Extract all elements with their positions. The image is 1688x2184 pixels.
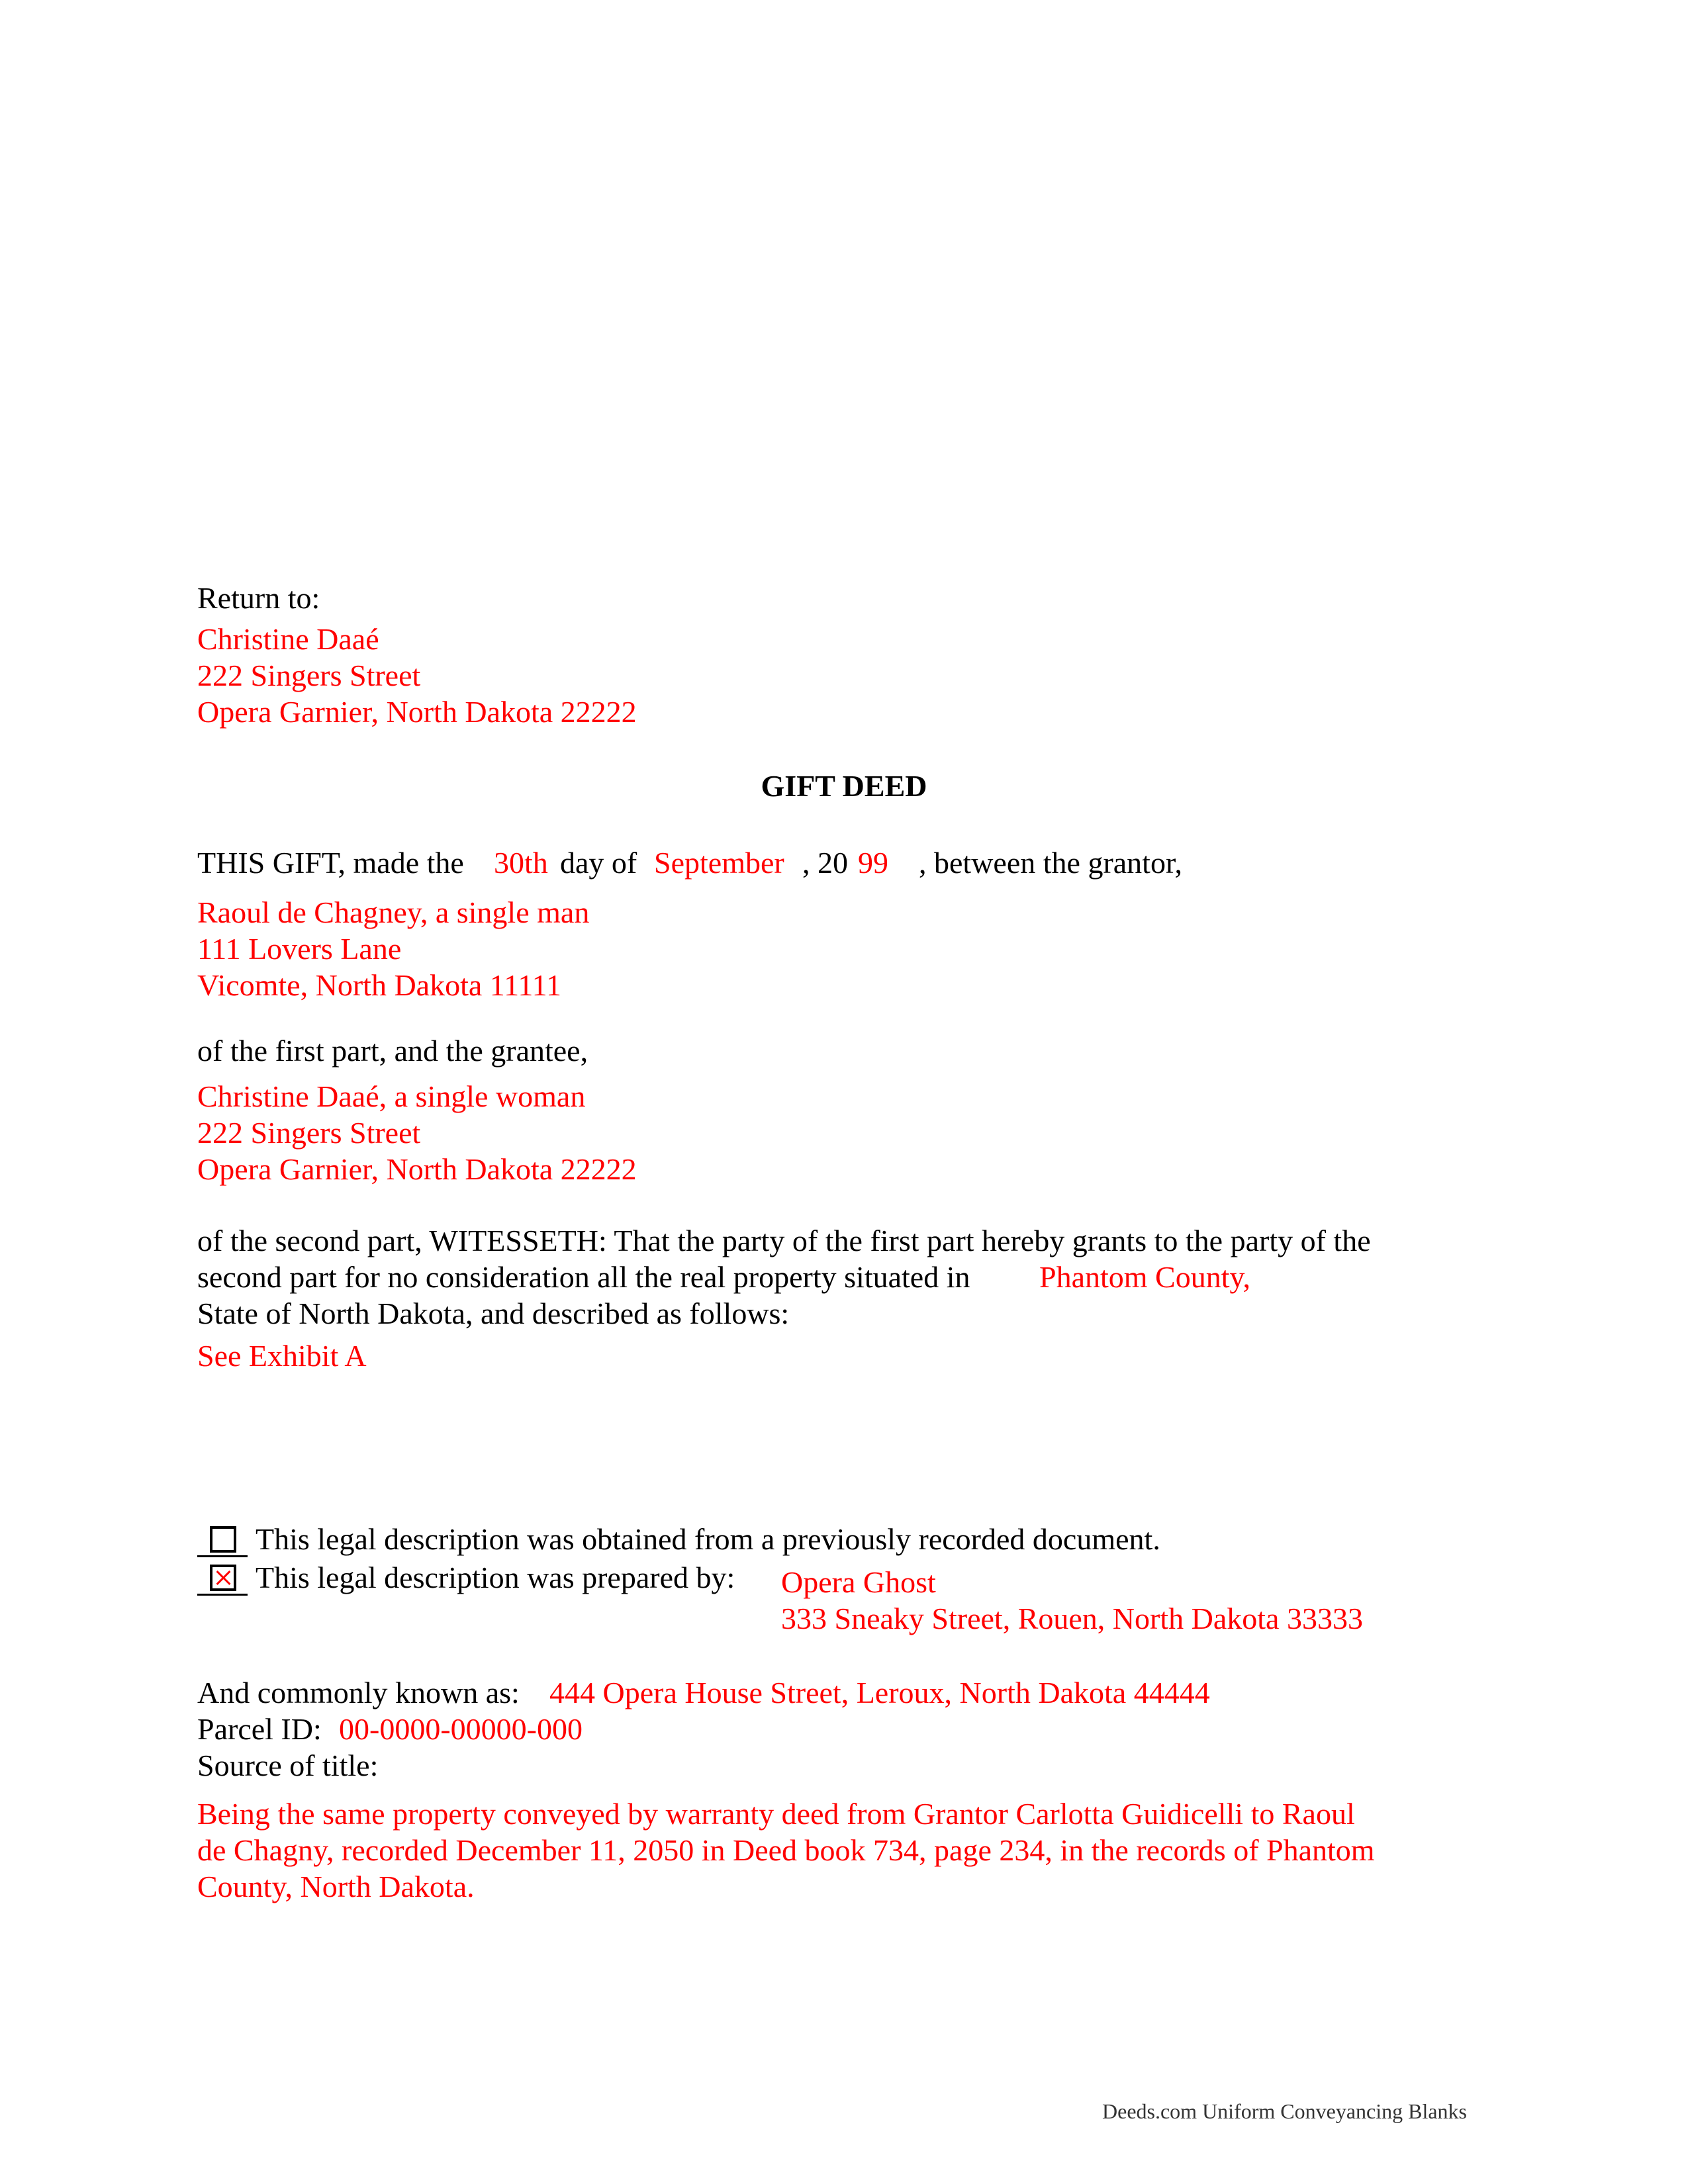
intro-prefix: THIS GIFT, made the bbox=[197, 846, 464, 880]
document-title: GIFT DEED bbox=[761, 769, 927, 803]
witnesseth-line1: of the second part, WITESSETH: That the party of the first part hereby grants to the party of the bbox=[197, 1224, 1371, 1257]
checkbox-underline bbox=[197, 1555, 248, 1557]
grantee-street: 222 Singers Street bbox=[197, 1116, 421, 1150]
intro-month: September bbox=[654, 846, 784, 880]
source-of-title-label: Source of title: bbox=[197, 1749, 379, 1782]
commonly-known-value: 444 Opera House Street, Leroux, North Dakota 44444 bbox=[549, 1676, 1210, 1709]
checked-x-icon bbox=[216, 1570, 230, 1585]
grantor-city: Vicomte, North Dakota 11111 bbox=[197, 968, 561, 1002]
source-of-title-line2: de Chagny, recorded December 11, 2050 in Deed book 734, page 234, in the records of Phantom bbox=[197, 1833, 1375, 1867]
witnesseth-line2: second part for no consideration all the real property situated in bbox=[197, 1260, 970, 1294]
intro-suffix: , between the grantor, bbox=[919, 846, 1182, 880]
commonly-known-label: And commonly known as: bbox=[197, 1676, 520, 1709]
parcel-id-value: 00-0000-00000-000 bbox=[339, 1712, 583, 1746]
checkbox-underline bbox=[197, 1594, 248, 1596]
recorded-document-label: This legal description was obtained from a previously recorded document. bbox=[256, 1522, 1160, 1556]
return-to-label: Return to: bbox=[197, 581, 320, 615]
prepared-by-label: This legal description was prepared by: bbox=[256, 1561, 735, 1594]
preparer-name: Opera Ghost bbox=[781, 1565, 936, 1599]
intro-day-of: day of bbox=[560, 846, 637, 880]
source-of-title-line1: Being the same property conveyed by warranty deed from Grantor Carlotta Guidicelli to Raoul bbox=[197, 1797, 1355, 1831]
preparer-address: 333 Sneaky Street, Rouen, North Dakota 33333 bbox=[781, 1602, 1363, 1635]
parcel-id-label: Parcel ID: bbox=[197, 1712, 322, 1746]
intro-year-suffix: 99 bbox=[858, 846, 888, 880]
recorded-document-checkbox[interactable] bbox=[210, 1526, 236, 1553]
return-to-city: Opera Garnier, North Dakota 22222 bbox=[197, 695, 637, 729]
source-of-title-line3: County, North Dakota. bbox=[197, 1870, 475, 1903]
first-part-text: of the first part, and the grantee, bbox=[197, 1034, 588, 1068]
prepared-by-checkbox[interactable] bbox=[210, 1565, 236, 1591]
return-to-street: 222 Singers Street bbox=[197, 659, 421, 692]
grantor-name: Raoul de Chagney, a single man bbox=[197, 895, 590, 929]
grantee-name: Christine Daaé, a single woman bbox=[197, 1079, 586, 1113]
intro-day: 30th bbox=[494, 846, 548, 880]
witnesseth-line3: State of North Dakota, and described as follows: bbox=[197, 1297, 790, 1330]
legal-description: See Exhibit A bbox=[197, 1339, 367, 1373]
intro-year-prefix: , 20 bbox=[802, 846, 848, 880]
footer-text: Deeds.com Uniform Conveyancing Blanks bbox=[1102, 2099, 1467, 2123]
grantee-city: Opera Garnier, North Dakota 22222 bbox=[197, 1152, 637, 1186]
county-name: Phantom County, bbox=[1039, 1260, 1251, 1294]
return-to-name: Christine Daaé bbox=[197, 622, 379, 656]
grantor-street: 111 Lovers Lane bbox=[197, 932, 402, 966]
